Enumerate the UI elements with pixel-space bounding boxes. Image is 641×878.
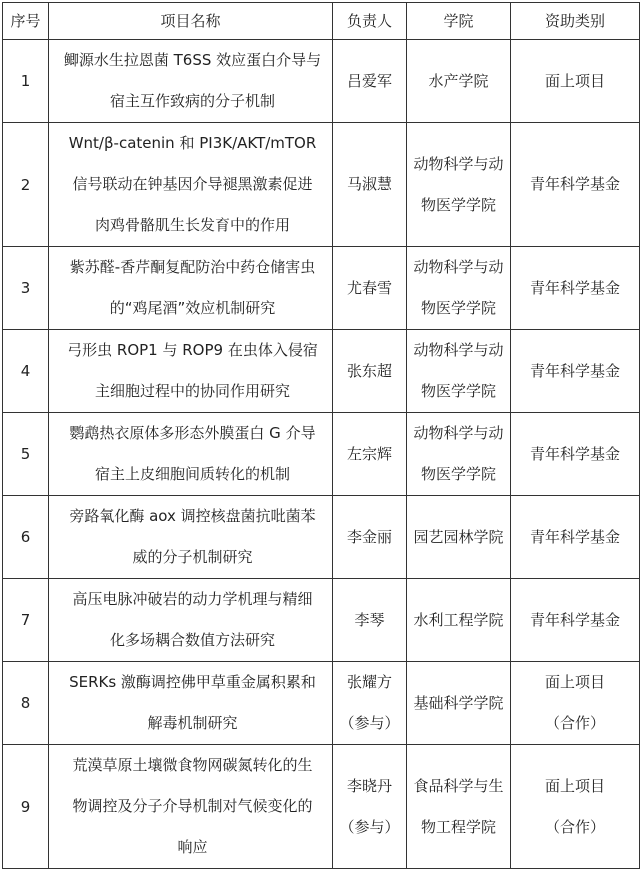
cell-project-name-line: Wnt/β-catenin 和 PI3K/AKT/mTOR xyxy=(68,134,317,152)
cell-project-name xyxy=(49,40,333,123)
cell-funding-type xyxy=(511,745,640,869)
cell-college-line: 物医学学院 xyxy=(420,195,496,214)
table-header-row xyxy=(3,3,640,40)
cell-funding-type xyxy=(511,413,640,496)
cell-person-line: （参与） xyxy=(339,817,400,836)
cell-project-name-line: 鲫源水生拉恩菌 T6SS 效应蛋白介导与 xyxy=(63,51,322,69)
cell-person xyxy=(333,745,407,869)
cell-college-line: 动物科学与动 xyxy=(413,258,504,276)
cell-project-name-line: 高压电脉冲破岩的动力学机理与精细 xyxy=(72,590,313,608)
cell-person-line: 李琴 xyxy=(354,610,385,629)
cell-project-name xyxy=(49,745,333,869)
cell-person xyxy=(333,330,407,413)
cell-funding-type-line: 青年科学基金 xyxy=(529,175,620,193)
cell-project-name-line: SERKs 激酶调控佛甲草重金属积累和 xyxy=(69,673,316,691)
cell-person xyxy=(333,123,407,247)
cell-funding-type-line: 青年科学基金 xyxy=(529,444,620,463)
header-no: 序号 xyxy=(3,3,49,40)
cell-person xyxy=(333,662,407,745)
cell-person-line: 李金丽 xyxy=(346,527,392,546)
cell-college xyxy=(407,496,511,579)
cell-person xyxy=(333,496,407,579)
cell-person-line: 吕爱军 xyxy=(346,71,392,90)
header-college: 学院 xyxy=(407,3,511,40)
table-row xyxy=(3,330,640,413)
cell-project-name-line: 紫苏醛-香芹酮复配防治中药仓储害虫 xyxy=(69,258,316,276)
cell-funding-type-line: 青年科学基金 xyxy=(529,610,620,629)
cell-college-line: 园艺园林学院 xyxy=(413,527,504,546)
cell-no: 3 xyxy=(3,247,49,330)
cell-no: 5 xyxy=(3,413,49,496)
cell-funding-type-line: （合作） xyxy=(544,714,605,732)
cell-college xyxy=(407,40,511,123)
funding-table xyxy=(2,2,640,869)
cell-person-line: 李晓丹 xyxy=(346,776,392,795)
cell-no: 6 xyxy=(3,496,49,579)
cell-funding-type xyxy=(511,579,640,662)
cell-project-name xyxy=(49,123,333,247)
cell-project-name xyxy=(49,413,333,496)
cell-college xyxy=(407,413,511,496)
cell-no: 7 xyxy=(3,579,49,662)
cell-person xyxy=(333,247,407,330)
cell-college-line: 动物科学与动 xyxy=(413,154,504,173)
cell-person-line: 左宗辉 xyxy=(346,444,392,463)
cell-project-name xyxy=(49,662,333,745)
table-row xyxy=(3,579,640,662)
cell-funding-type-line: 面上项目 xyxy=(544,71,605,90)
cell-person-line: 马淑慧 xyxy=(346,175,392,193)
cell-college-line: 物医学学院 xyxy=(420,465,496,483)
cell-funding-type-line: 青年科学基金 xyxy=(529,278,620,297)
cell-college-line: 动物科学与动 xyxy=(413,341,504,359)
cell-person xyxy=(333,579,407,662)
cell-project-name-line: 弓形虫 ROP1 与 ROP9 在虫体入侵宿 xyxy=(67,341,318,359)
cell-funding-type xyxy=(511,40,640,123)
cell-no: 4 xyxy=(3,330,49,413)
cell-funding-type-line: 青年科学基金 xyxy=(529,527,620,546)
table-row xyxy=(3,40,640,123)
table-row xyxy=(3,662,640,745)
cell-project-name-line: 信号联动在钟基因介导褪黑激素促进 xyxy=(72,175,313,193)
cell-project-name-line: 物调控及分子介导机制对气候变化的 xyxy=(72,797,313,815)
table-row xyxy=(3,496,640,579)
table-row xyxy=(3,413,640,496)
table-row xyxy=(3,123,640,247)
cell-college xyxy=(407,579,511,662)
cell-funding-type xyxy=(511,330,640,413)
header-funding-type: 资助类别 xyxy=(511,3,640,40)
cell-person-line: （参与） xyxy=(339,714,400,732)
header-person: 负责人 xyxy=(333,3,407,40)
cell-college-line: 水产学院 xyxy=(428,71,489,90)
cell-college xyxy=(407,123,511,247)
cell-person-line: 张耀方 xyxy=(346,673,392,691)
cell-no: 1 xyxy=(3,40,49,123)
cell-college xyxy=(407,662,511,745)
cell-no: 9 xyxy=(3,745,49,869)
cell-college xyxy=(407,247,511,330)
cell-project-name-line: 宿主上皮细胞间质转化的机制 xyxy=(94,465,290,483)
cell-no: 2 xyxy=(3,123,49,247)
cell-no: 8 xyxy=(3,662,49,745)
cell-project-name-line: 的“鸡尾酒”效应机制研究 xyxy=(109,299,276,317)
cell-person xyxy=(333,40,407,123)
cell-project-name-line: 解毒机制研究 xyxy=(147,714,238,732)
cell-project-name-line: 肉鸡骨骼肌生长发育中的作用 xyxy=(94,216,290,234)
header-project-name: 项目名称 xyxy=(49,3,333,40)
cell-project-name-line: 化多场耦合数值方法研究 xyxy=(109,631,275,649)
cell-college xyxy=(407,330,511,413)
cell-college-line: 物医学学院 xyxy=(420,299,496,317)
cell-college-line: 物工程学院 xyxy=(420,817,496,836)
cell-funding-type xyxy=(511,496,640,579)
cell-project-name-line: 宿主互作致病的分子机制 xyxy=(109,92,275,110)
table-row xyxy=(3,745,640,869)
cell-funding-type-line: 青年科学基金 xyxy=(529,361,620,380)
cell-college xyxy=(407,745,511,869)
cell-project-name-line: 旁路氧化酶 aox 调控核盘菌抗吡菌苯 xyxy=(69,507,316,525)
cell-project-name xyxy=(49,579,333,662)
cell-project-name xyxy=(49,247,333,330)
cell-funding-type xyxy=(511,662,640,745)
cell-project-name-line: 荒漠草原土壤微食物网碳氮转化的生 xyxy=(72,756,313,774)
cell-person-line: 张东超 xyxy=(346,361,392,380)
cell-college-line: 动物科学与动 xyxy=(413,424,504,442)
cell-project-name xyxy=(49,330,333,413)
cell-funding-type-line: （合作） xyxy=(544,817,605,836)
cell-project-name-line: 主细胞过程中的协同作用研究 xyxy=(94,382,290,400)
table-body xyxy=(3,40,640,869)
cell-funding-type xyxy=(511,247,640,330)
cell-project-name-line: 威的分子机制研究 xyxy=(132,548,253,566)
cell-person-line: 尤春雪 xyxy=(346,278,392,297)
cell-college-line: 基础科学学院 xyxy=(413,693,504,712)
cell-project-name xyxy=(49,496,333,579)
cell-project-name-line: 鹦鹉热衣原体多形态外膜蛋白 G 介导 xyxy=(69,424,316,442)
cell-person xyxy=(333,413,407,496)
cell-funding-type-line: 面上项目 xyxy=(544,776,605,795)
cell-college-line: 食品科学与生 xyxy=(413,776,504,795)
cell-college-line: 物医学学院 xyxy=(420,382,496,400)
cell-college-line: 水利工程学院 xyxy=(413,610,504,629)
cell-project-name-line: 响应 xyxy=(177,838,208,856)
cell-funding-type-line: 面上项目 xyxy=(544,673,605,691)
table-row xyxy=(3,247,640,330)
cell-funding-type xyxy=(511,123,640,247)
